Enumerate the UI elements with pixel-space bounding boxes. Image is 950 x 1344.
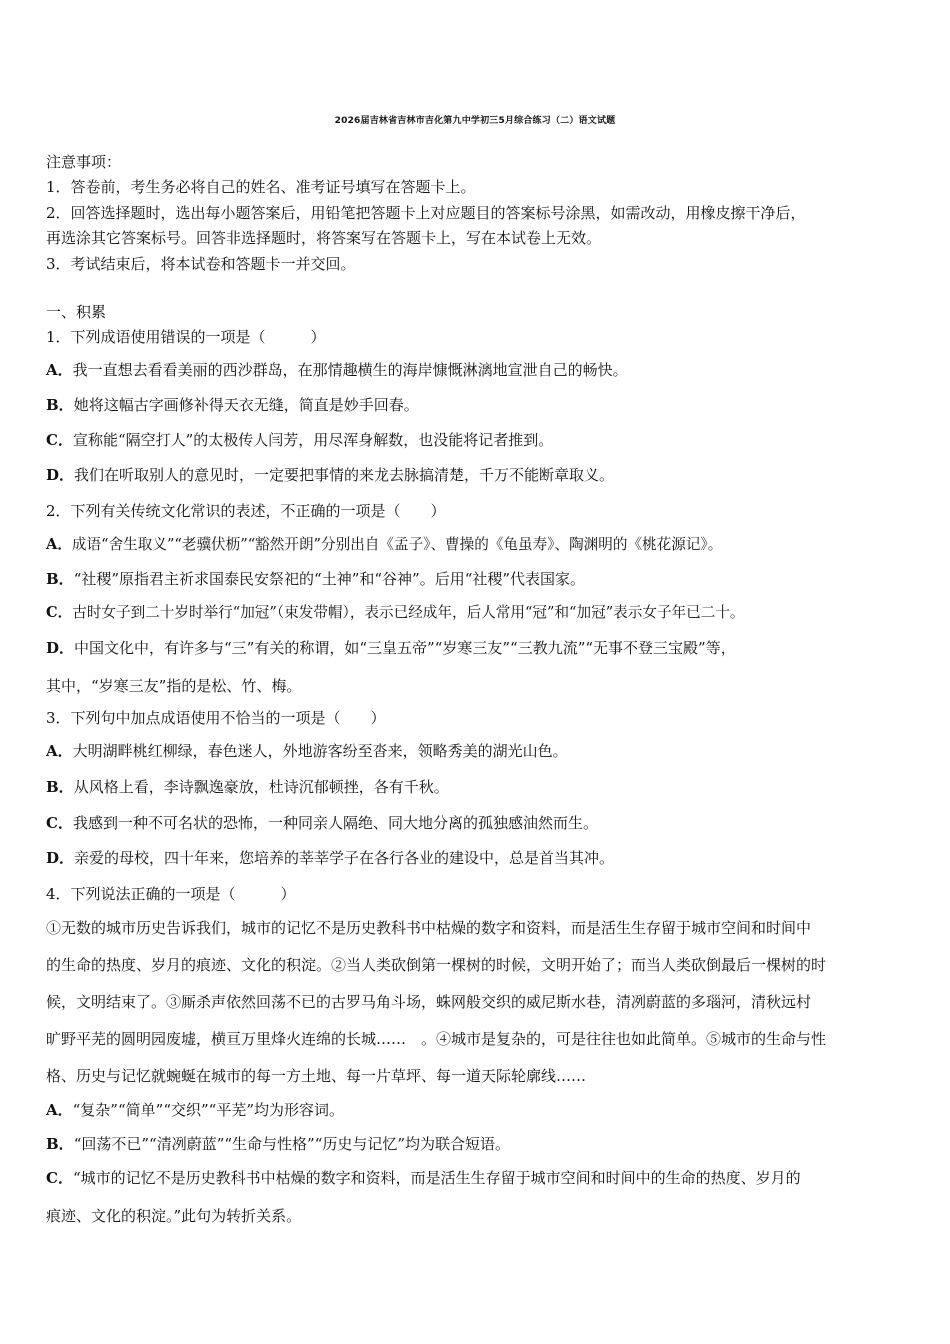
option-text: 成语“舍生取义”“老骥伏枥”“豁然开朗”分别出自《孟子》、曹操的《龟虽寿》、陶渊明的《桃花源记》。 — [71, 536, 723, 553]
option-key: D． — [46, 849, 75, 867]
option-text: 中国文化中，有许多与“三”有关的称谓，如“三皇五帝”“岁寒三友”“三教九流”“无事不登三宝殿”等， — [74, 639, 736, 657]
option-key: A． — [46, 536, 72, 553]
option-a — [46, 1100, 344, 1120]
option-c — [46, 603, 745, 623]
passage-line: ①无数的城市历史告诉我们，城市的记忆不是历史教科书中枯燥的数字和资料，而是活生生存留于城市空间和时间中 — [46, 919, 812, 937]
option-text: “城市的记忆不是历史教科书中枯燥的数字和资料，而是活生生存留于城市空间和时间中的生命的热度、岁月的 — [72, 1169, 801, 1187]
option-key: D． — [46, 639, 75, 657]
option-c — [46, 813, 598, 833]
option-text: “社稷”原指君主祈求国泰民安祭祀的“土神”和“谷神”。后用“社稷”代表国家。 — [73, 570, 586, 588]
option-key: C． — [46, 431, 73, 449]
notice-line: 3．考试结束后，将本试卷和答题卡一并交回。 — [46, 255, 356, 273]
question-stem: 4．下列说法正确的一项是（ ） — [46, 885, 296, 903]
option-text: 我感到一种不可名状的恐怖，一种同亲人隔绝、同大地分离的孤独感油然而生。 — [72, 814, 598, 832]
notice-line: 1．答卷前，考生务必将自己的姓名、准考证号填写在答题卡上。 — [46, 178, 476, 196]
option-c — [46, 1168, 801, 1188]
option-text: 她将这幅古字画修补得天衣无缝，简直是妙手回春。 — [73, 396, 419, 414]
option-key: B． — [46, 570, 74, 588]
option-text: 大明湖畔桃红柳绿，春色迷人，外地游客纷至沓来，领略秀美的湖光山色。 — [72, 742, 568, 760]
notice-heading: 注意事项： — [46, 153, 122, 171]
option-b — [46, 777, 449, 797]
option-a — [46, 360, 628, 380]
option-key: B． — [46, 778, 74, 796]
option-key: C． — [46, 604, 73, 621]
option-text: “回荡不已”“清冽蔚蓝”“生命与性格”“历史与记忆”均为联合短语。 — [73, 1135, 511, 1153]
option-text: 我一直想去看看美丽的西沙群岛，在那情趣横生的海岸慷慨淋漓地宣泄自己的畅快。 — [72, 361, 628, 379]
notice-line: 再选涂其它答案标号。回答非选择题时，将答案写在答题卡上，写在本试卷上无效。 — [46, 229, 602, 247]
option-d-continuation: 其中，“岁寒三友”指的是松、竹、梅。 — [46, 677, 302, 695]
option-a — [46, 741, 568, 761]
option-key: A． — [46, 742, 73, 760]
option-b — [46, 1134, 510, 1154]
option-key: C． — [46, 1169, 73, 1187]
option-b — [46, 395, 419, 415]
option-text: “复杂”“简单”“交织”“平芜”均为形容词。 — [72, 1101, 344, 1119]
option-key: B． — [46, 396, 74, 414]
question-stem: 2．下列有关传统文化常识的表述，不正确的一项是（ ） — [46, 502, 446, 520]
option-d — [46, 465, 614, 485]
option-text: 古时女子到二十岁时举行“加冠”（束发带帽），表示已经成年，后人常用“冠”和“加冠”表示女子年已二十。 — [72, 604, 745, 621]
option-key: A． — [46, 1101, 73, 1119]
option-a — [46, 535, 722, 555]
option-d — [46, 638, 736, 658]
exam-title: 2026届吉林省吉林市吉化第九中学初三5月综合练习（二）语文试题 — [334, 116, 616, 126]
notice-line: 2．回答选择题时，选出每小题答案后，用铅笔把答题卡上对应题目的答案标号涂黑，如需改动，用橡皮擦干净后， — [46, 204, 806, 222]
option-text: 从风格上看，李诗飘逸豪放，杜诗沉郁顿挫，各有千秋。 — [73, 778, 449, 796]
section-heading: 一、积累 — [46, 303, 107, 321]
question-stem: 3．下列句中加点成语使用不恰当的一项是（ ） — [46, 709, 386, 727]
option-text: 亲爱的母校，四十年来，您培养的莘莘学子在各行各业的建设中，总是首当其冲。 — [74, 849, 615, 867]
passage-line: 候，文明结束了。③厮杀声依然回荡不已的古罗马角斗场，蛛网般交织的威尼斯水巷，清冽蔚蓝的多瑙河，清秋远村 — [46, 993, 812, 1011]
passage-line: 格、历史与记忆就蜿蜒在城市的每一方土地、每一片草坪、每一道天际轮廓线…… — [46, 1067, 587, 1085]
option-key: A． — [46, 361, 73, 379]
option-d — [46, 848, 614, 868]
question-stem: 1．下列成语使用错误的一项是（ ） — [46, 328, 326, 346]
option-c — [46, 430, 553, 450]
option-c-continuation: 痕迹、文化的积淀。”此句为转折关系。 — [46, 1207, 302, 1225]
option-key: D． — [46, 466, 75, 484]
option-key: B． — [46, 1135, 74, 1153]
option-key: C． — [46, 814, 73, 832]
passage-line: 的生命的热度、岁月的痕迹、文化的积淀。②当人类砍倒第一棵树的时候，文明开始了；而当人类砍倒最后一棵树的时 — [46, 956, 827, 974]
passage-line: 旷野平芜的圆明园废墟，横亘万里烽火连绵的长城…… 。④城市是复杂的，可是往往也如此简单。⑤城市的生命与性 — [46, 1030, 827, 1048]
option-text: 我们在听取别人的意见时，一定要把事情的来龙去脉搞清楚，千万不能断章取义。 — [74, 466, 615, 484]
option-b — [46, 569, 585, 589]
option-text: 宣称能“隔空打人”的太极传人闫芳，用尽浑身解数，也没能将记者推到。 — [72, 431, 554, 449]
